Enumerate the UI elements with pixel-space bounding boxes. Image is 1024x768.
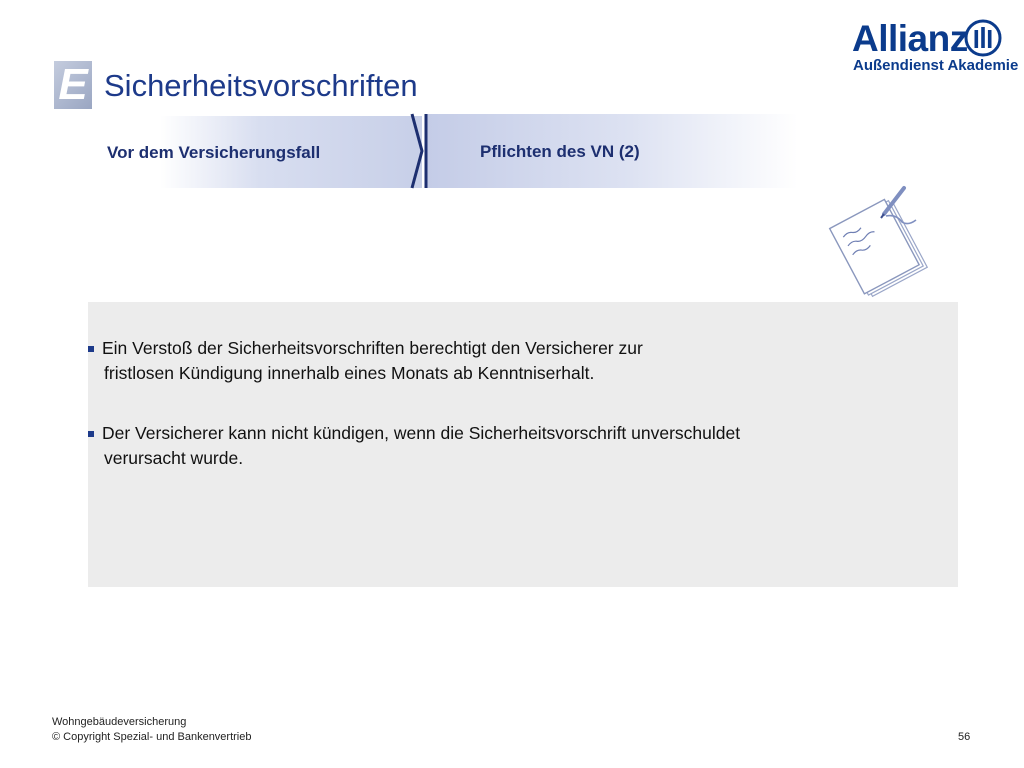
list-item-line: Der Versicherer kann nicht kündigen, wenn die Sicherheitsvorschrift unverschuldet bbox=[102, 423, 741, 443]
list-item-line: Ein Verstoß der Sicherheitsvorschriften berechtigt den Versicherer zur bbox=[102, 338, 643, 358]
list-item-text bbox=[102, 421, 740, 471]
page-number: 56 bbox=[958, 731, 971, 743]
list-item-line: fristlosen Kündigung innerhalb eines Monats ab Kenntniserhalt. bbox=[104, 363, 595, 383]
logo-wordmark: Allianz bbox=[852, 18, 968, 59]
page-title: Sicherheitsvorschriften bbox=[104, 68, 418, 103]
notepad-with-pen-icon bbox=[826, 180, 944, 298]
bullet-marker bbox=[88, 346, 94, 352]
breadcrumb-label-previous: Vor dem Versicherungsfall bbox=[107, 143, 321, 162]
list-item-text bbox=[102, 336, 643, 386]
section-badge bbox=[54, 61, 92, 109]
breadcrumb-label-current: Pflichten des VN (2) bbox=[480, 142, 640, 161]
footer-copyright: © Copyright Spezial- und Bankenvertrieb bbox=[52, 731, 252, 743]
footer-topic: Wohngebäudeversicherung bbox=[52, 716, 187, 728]
list-item-line: verursacht wurde. bbox=[104, 448, 244, 468]
section-letter: E bbox=[58, 60, 88, 109]
bullet-marker bbox=[88, 431, 94, 437]
chevron-separator-icon bbox=[404, 112, 440, 190]
allianz-eagle-icon bbox=[964, 19, 1002, 57]
logo-subtitle: Außendienst Akademie bbox=[853, 57, 1019, 74]
